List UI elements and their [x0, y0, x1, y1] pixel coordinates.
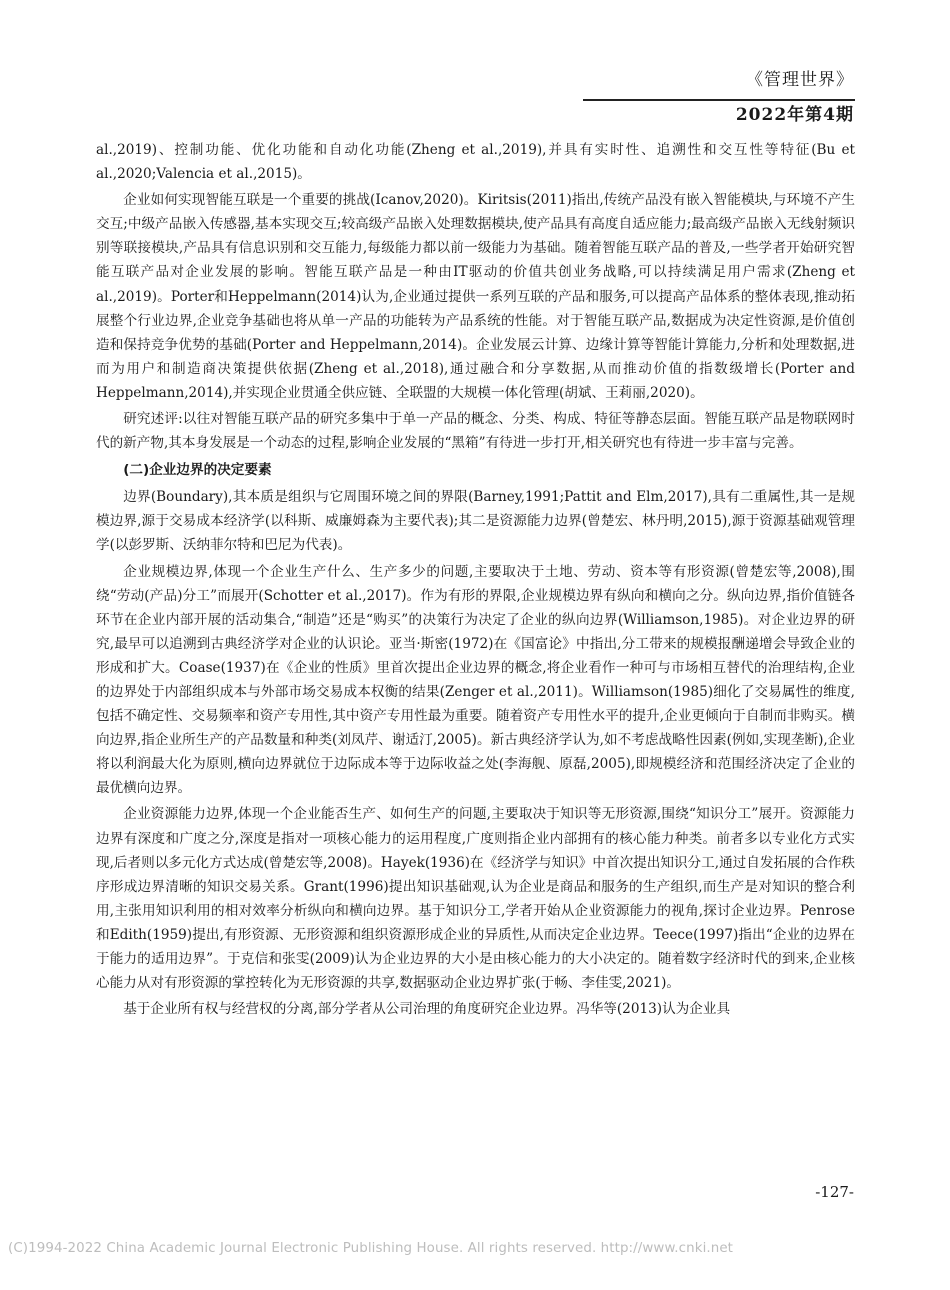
- paragraph-governance: 基于企业所有权与经营权的分离,部分学者从公司治理的角度研究企业边界。冯华等(2013)认为企业具: [123, 1001, 731, 1018]
- paragraph-smart-connectivity: 企业如何实现智能互联是一个重要的挑战(Icanov,2020)。Kiritsis(2011)指出,传统产品没有嵌入智能模块,与环境不产生交互;中级产品嵌入传感器,基本实现交互;较高级产品嵌入处理数据模块,使产品具有高度自适应能力;最高级产品嵌入无线射频识别等联接模块,产品具有信息识别和交互能力,每级能力都以前一级能力为基础。随着智能互联产品的普及,一些学者开始研究智能互联产品对企业发展的影响。智能互联产品是一种由IT驱动的价值共创业务战略,可以持续满足用户需求(Zheng et al.,2019)。Porter和Heppelmann(2014)认为,企业通过提供一系列互联的产品和服务,可以提高产品体系的整体表现,推动拓展整个行业边界,企业竞争基础也将从单一产品的功能转为产品系统的性能。对于智能互联产品,数据成为决定性资源,是价值创造和保持竞争优势的基础(Porter and Heppelmann,2014)。企业发展云计算、边缘计算等智能计算能力,分析和处理数据,进而为用户和制造商决策提供依据(Zheng et al.,2018),通过融合和分享数据,从而推动价值的指数级增长(Porter and Heppelmann,2014),并实现企业贯通全供应链、全联盟的大规模一体化管理(胡斌、王莉丽,2020)。: [96, 192, 855, 401]
- journal-name: 《管理世界》: [746, 70, 854, 90]
- paragraph-research-review: 研究述评:以往对智能互联产品的研究多集中于单一产品的概念、分类、构成、特征等静态层面。智能互联产品是物联网时代的新产物,其本身发展是一个动态的过程,影响企业发展的“黑箱”有待进一步打开,相关研究也有待进一步丰富与完善。: [96, 411, 855, 452]
- paragraph-continuation: al.,2019)、控制功能、优化功能和自动化功能(Zheng et al.,2019),并具有实时性、追溯性和交互性等特征(Bu et al.,2020;Valencia et al.,2015)。: [96, 142, 855, 183]
- paragraph-resource-boundary: 企业资源能力边界,体现一个企业能否生产、如何生产的问题,主要取决于知识等无形资源,围绕“知识分工”展开。资源能力边界有深度和广度之分,深度是指对一项核心能力的运用程度,广度则指企业内部拥有的核心能力种类。前者多以专业化方式实现,后者则以多元化方式达成(曾楚宏等,2008)。Hayek(1936)在《经济学与知识》中首次提出知识分工,通过自发拓展的合作秩序形成边界清晰的知识交易关系。Grant(1996)提出知识基础观,认为企业是商品和服务的生产组织,而生产是对知识的整合利用,主张用知识利用的相对效率分析纵向和横向边界。基于知识分工,学者开始从企业资源能力的视角,探讨企业边界。Penrose和Edith(1959)提出,有形资源、无形资源和组织资源形成企业的异质性,从而决定企业边界。Teece(1997)指出“企业的边界在于能力的适用边界”。于克信和张雯(2009)认为企业边界的大小是由核心能力的大小决定的。随着数字经济时代的到来,企业核心能力从对有形资源的掌控转化为无形资源的共享,数据驱动企业边界扩张(于畅、李佳雯,2021)。: [96, 806, 856, 992]
- paragraph-boundary-definition: 边界(Boundary),其本质是组织与它周围环境之间的界限(Barney,1991;Pattit and Elm,2017),具有二重属性,其一是规模边界,源于交易成本经济学(以科斯、威廉姆森为主要代表);其二是资源能力边界(曾楚宏、林丹明,2015),源于资源基础观管理学(以彭罗斯、沃纳菲尔特和巴尼为代表)。: [96, 489, 855, 554]
- section-heading: (二)企业边界的决定要素: [123, 462, 272, 479]
- issue-label: 2022年第4期: [735, 105, 854, 125]
- page-number: -127-: [815, 1183, 854, 1201]
- header-rule: [583, 99, 855, 101]
- paragraph-scale-boundary: 企业规模边界,体现一个企业生产什么、生产多少的问题,主要取决于土地、劳动、资本等有形资源(曾楚宏等,2008),围绕“劳动(产品)分工”而展开(Schotter et al.,2017)。作为有形的界限,企业规模边界有纵向和横向之分。纵向边界,指价值链各环节在企业内部开展的活动集合,“制造”还是“购买”的决策行为决定了企业的纵向边界(Williamson,1985)。对企业边界的研究,最早可以追溯到古典经济学对企业的认识论。亚当·斯密(1972)在《国富论》中指出,分工带来的规模报酬递增会导致企业的形成和扩大。Coase(1937)在《企业的性质》里首次提出企业边界的概念,将企业看作一种可与市场相互替代的治理结构,企业的边界处于内部组织成本与外部市场交易成本权衡的结果(Zenger et al.,2011)。Williamson(1985)细化了交易属性的维度,包括不确定性、交易频率和资产专用性,其中资产专用性最为重要。随着资产专用性水平的提升,企业更倾向于自制而非购买。横向边界,指企业所生产的产品数量和种类(刘凤芹、谢适汀,2005)。新古典经济学认为,如不考虑战略性因素(例如,实现垄断),企业将以利润最大化为原则,横向边界就位于边际成本等于边际收益之处(李海舰、原磊,2005),即规模经济和范围经济决定了企业的最优横向边界。: [96, 563, 855, 797]
- article-body: [96, 138, 855, 1023]
- copyright-footer: (C)1994-2022 China Academic Journal Electronic Publishing House. All rights reserved. http://www.cnki.net: [8, 1241, 734, 1256]
- journal-header: [554, 68, 854, 92]
